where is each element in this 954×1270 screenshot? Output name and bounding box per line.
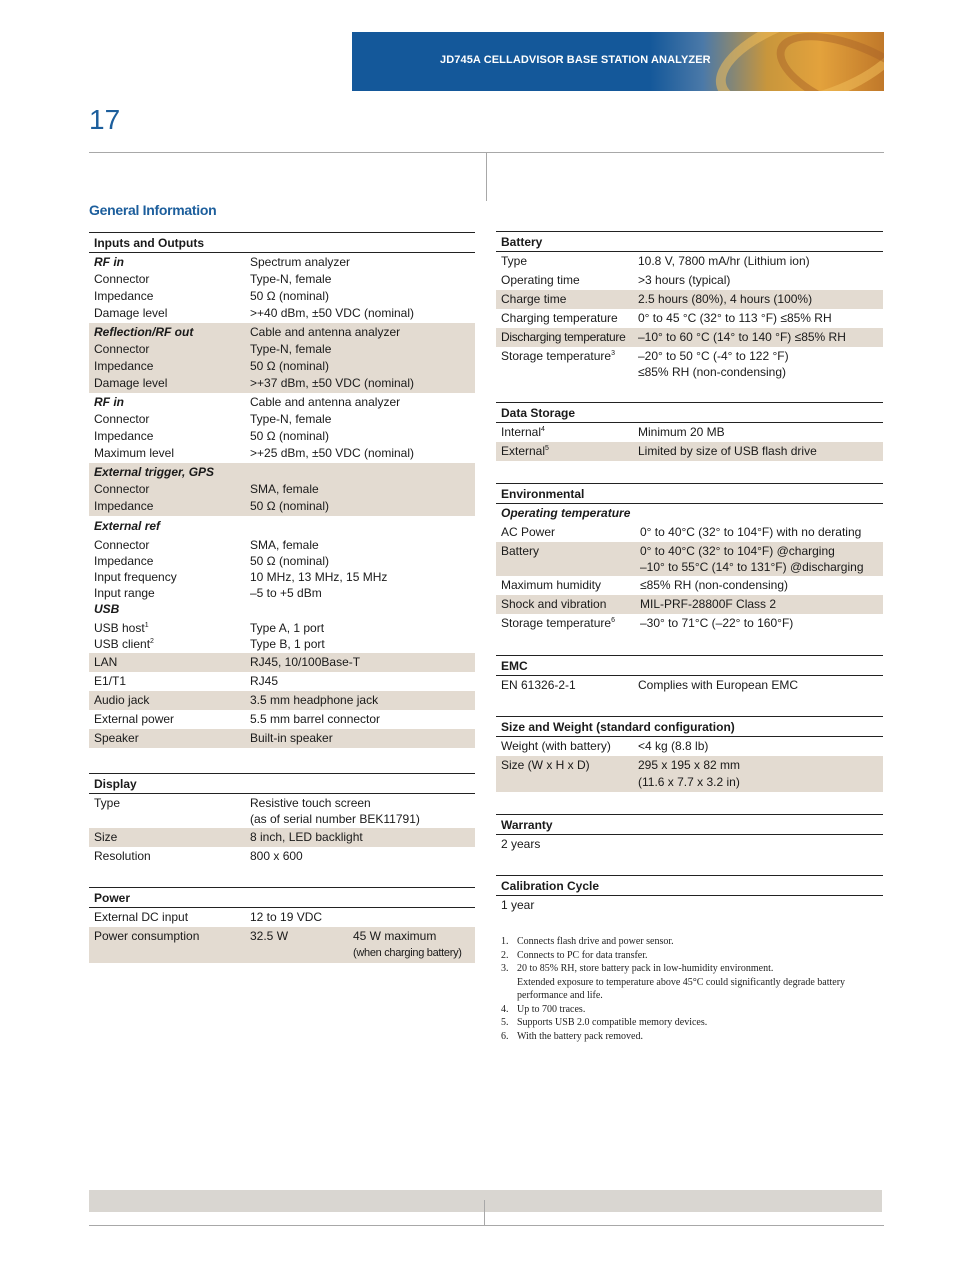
row-label: Operating time xyxy=(501,273,580,287)
table-row xyxy=(89,927,475,963)
row-label: External ref xyxy=(94,519,161,533)
row-value: Type A, 1 port xyxy=(250,621,325,635)
table-row xyxy=(89,516,475,653)
row-label: External trigger, GPS xyxy=(94,465,215,479)
row-value: 2.5 hours (80%), 4 hours (100%) xyxy=(638,292,813,306)
table-title: Battery xyxy=(496,231,883,252)
row-value: 0° to 40°C (32° to 104°F) @charging xyxy=(640,544,835,558)
row-value: Type-N, female xyxy=(250,272,332,286)
row-label: External power xyxy=(94,712,175,726)
row-label: Size xyxy=(94,830,118,844)
table-row xyxy=(89,253,475,323)
row-value: Cable and antenna analyzer xyxy=(250,325,401,339)
footer-bar xyxy=(89,1190,882,1212)
row-value: MIL-PRF-28800F Class 2 xyxy=(640,597,777,611)
row-label: Connector xyxy=(94,538,150,552)
row-label: Connector xyxy=(94,412,150,426)
footnote-ref: 5 xyxy=(545,445,549,452)
row-label: LAN xyxy=(94,655,118,669)
footnote-ref: 1 xyxy=(144,622,149,629)
row-label: Impedance xyxy=(94,429,154,443)
row-label: Operating temperature xyxy=(501,506,631,520)
table-row xyxy=(496,835,883,854)
page-number: 17 xyxy=(89,104,121,135)
table-row xyxy=(89,653,475,672)
row-label: Input range xyxy=(94,586,155,600)
row-value: SMA, female xyxy=(250,482,319,496)
row-value: 800 x 600 xyxy=(250,849,303,863)
row-value: (when charging battery) xyxy=(353,947,462,959)
table-row xyxy=(89,393,475,463)
footnote-ref: 2 xyxy=(150,638,154,645)
data-storage-table xyxy=(496,402,883,461)
row-value: –10° to 55°C (14° to 131°F) @discharging xyxy=(640,560,864,574)
table-title: Inputs and Outputs xyxy=(89,232,475,253)
table-row xyxy=(496,737,883,756)
row-value: –5 to +5 dBm xyxy=(250,586,322,600)
table-row xyxy=(496,290,883,309)
table-title: EMC xyxy=(496,655,883,676)
environmental-table xyxy=(496,483,883,633)
row-value: 2 years xyxy=(501,837,541,851)
row-value: 10 MHz, 13 MHz, 15 MHz xyxy=(250,570,388,584)
row-label: Connector xyxy=(94,272,150,286)
table-row xyxy=(496,328,883,347)
row-label: Weight (with battery) xyxy=(501,739,611,753)
display-table xyxy=(89,773,475,866)
row-label: Shock and vibration xyxy=(501,597,607,611)
row-value: –20° to 50 °C (-4° to 122 °F) xyxy=(638,349,789,363)
row-label: Reflection/RF out xyxy=(94,325,194,339)
row-label: Connector xyxy=(94,342,150,356)
row-value: >3 hours (typical) xyxy=(638,273,731,287)
table-row xyxy=(89,710,475,729)
calibration-table xyxy=(496,875,883,915)
table-row xyxy=(89,691,475,710)
row-label: Impedance xyxy=(94,499,154,513)
table-row xyxy=(89,794,475,828)
row-value: >+37 dBm, ±50 VDC (nominal) xyxy=(250,376,414,390)
table-row xyxy=(496,756,883,792)
row-label: Connector xyxy=(94,482,150,496)
row-value: 8 inch, LED backlight xyxy=(250,830,363,844)
row-value: 10.8 V, 7800 mA/hr (Lithium ion) xyxy=(638,254,810,268)
row-label: Input frequency xyxy=(94,570,177,584)
section-title: General Information xyxy=(89,202,217,218)
row-label: AC Power xyxy=(501,525,556,539)
table-row xyxy=(496,423,883,442)
table-row xyxy=(496,347,883,381)
table-row xyxy=(496,309,883,328)
row-value: Resistive touch screen xyxy=(250,796,371,810)
row-value: Complies with European EMC xyxy=(638,678,799,692)
table-row xyxy=(496,576,883,595)
table-row xyxy=(89,847,475,866)
divider xyxy=(486,153,487,201)
row-value: Type-N, female xyxy=(250,412,332,426)
row-value: Cable and antenna analyzer xyxy=(250,395,401,409)
row-value: Built-in speaker xyxy=(250,731,333,745)
row-value: Spectrum analyzer xyxy=(250,255,351,269)
row-value: 5.5 mm barrel connector xyxy=(250,712,381,726)
row-value: ≤85% RH (non-condensing) xyxy=(640,578,788,592)
table-row xyxy=(496,252,883,271)
row-value: 12 to 19 VDC xyxy=(250,910,323,924)
table-row xyxy=(89,729,475,748)
table-row xyxy=(496,271,883,290)
table-row xyxy=(496,523,883,542)
row-label: Maximum level xyxy=(94,446,175,460)
table-row xyxy=(89,463,475,516)
table-title: Power xyxy=(89,887,475,908)
row-label: Discharging temperature xyxy=(501,330,626,344)
footnote-ref: 6 xyxy=(611,617,615,624)
table-title: Warranty xyxy=(496,814,883,835)
row-label: Internal xyxy=(501,425,542,439)
row-value: 0° to 45 °C (32° to 113 °F) ≤85% RH xyxy=(638,311,832,325)
row-label: Damage level xyxy=(94,376,168,390)
row-value: 295 x 195 x 82 mm xyxy=(638,758,741,772)
table-row xyxy=(89,828,475,847)
table-title: Environmental xyxy=(496,483,883,504)
row-label: Size (W x H x D) xyxy=(501,758,590,772)
row-label: Impedance xyxy=(94,554,154,568)
row-value: Type-N, female xyxy=(250,342,332,356)
row-value: Type B, 1 port xyxy=(250,637,325,651)
footnote-ref: 3 xyxy=(611,350,615,357)
footnote: 4. Up to 700 traces. xyxy=(501,1003,586,1015)
table-row xyxy=(496,614,883,633)
row-value: 50 Ω (nominal) xyxy=(250,554,330,568)
battery-table xyxy=(496,231,883,381)
footnote: 6. With the battery pack removed. xyxy=(501,1030,643,1042)
row-label: Impedance xyxy=(94,289,154,303)
table-row xyxy=(496,542,883,576)
table-title: Calibration Cycle xyxy=(496,875,883,896)
row-label: Damage level xyxy=(94,306,168,320)
footnote: 2. Connects to PC for data transfer. xyxy=(501,949,648,961)
row-label: Impedance xyxy=(94,359,154,373)
row-value: 1 year xyxy=(501,898,535,912)
table-title: Data Storage xyxy=(496,402,883,423)
row-value: >+25 dBm, ±50 VDC (nominal) xyxy=(250,446,414,460)
table-row xyxy=(89,323,475,393)
warranty-table xyxy=(496,814,883,854)
table-row xyxy=(496,896,883,915)
table-row xyxy=(89,908,475,927)
table-title: Display xyxy=(89,773,475,794)
row-value: (as of serial number BEK11791) xyxy=(250,812,420,826)
footnote: 5. Supports USB 2.0 compatible memory devices. xyxy=(501,1017,708,1028)
row-value: –10° to 60 °C (14° to 140 °F) ≤85% RH xyxy=(638,330,846,344)
row-label: Storage temperature xyxy=(501,349,612,363)
row-value: –30° to 71°C (–22° to 160°F) xyxy=(640,616,794,630)
row-label: Charging temperature xyxy=(501,311,618,325)
row-value: RJ45, 10/100Base-T xyxy=(250,655,361,669)
table-title: Size and Weight (standard configuration) xyxy=(496,716,883,737)
power-table xyxy=(89,887,475,963)
row-value: 50 Ω (nominal) xyxy=(250,499,330,513)
table-row xyxy=(496,676,883,695)
row-label: Maximum humidity xyxy=(501,578,602,592)
divider xyxy=(484,1200,485,1225)
row-label: Resolution xyxy=(94,849,151,863)
footnote-ref: 4 xyxy=(541,426,545,433)
emc-table xyxy=(496,655,883,695)
table-row xyxy=(496,595,883,614)
row-label: Type xyxy=(501,254,528,268)
row-label: E1/T1 xyxy=(94,674,127,688)
footnote: 1. Connects flash drive and power sensor. xyxy=(501,936,674,947)
row-label: Storage temperature xyxy=(501,616,612,630)
row-label: EN 61326-2-1 xyxy=(501,678,576,692)
row-value: 3.5 mm headphone jack xyxy=(250,693,379,707)
row-label: USB xyxy=(94,602,120,616)
row-label: RF in xyxy=(94,255,124,269)
row-value: 50 Ω (nominal) xyxy=(250,289,330,303)
row-label: USB host xyxy=(94,621,145,635)
row-value: ≤85% RH (non-condensing) xyxy=(638,365,786,379)
header-banner xyxy=(352,32,884,91)
header-title: JD745A CELLADVISOR BASE STATION ANALYZER xyxy=(440,54,711,66)
row-label: Power consumption xyxy=(94,929,200,943)
row-value: 50 Ω (nominal) xyxy=(250,359,330,373)
row-label: USB client xyxy=(94,637,151,651)
row-value: SMA, female xyxy=(250,538,319,552)
table-row xyxy=(496,442,883,461)
row-label: RF in xyxy=(94,395,124,409)
inputs-outputs-table xyxy=(89,232,475,748)
row-label: Battery xyxy=(501,544,540,558)
row-label: Audio jack xyxy=(94,693,150,707)
row-value: <4 kg (8.8 lb) xyxy=(638,739,709,753)
table-row xyxy=(496,504,883,523)
row-value: 50 Ω (nominal) xyxy=(250,429,330,443)
divider xyxy=(89,1225,884,1226)
row-label: Type xyxy=(94,796,121,810)
row-value: 45 W maximum xyxy=(353,929,437,943)
row-value: RJ45 xyxy=(250,674,279,688)
row-value: Limited by size of USB flash drive xyxy=(638,444,817,458)
row-label: Speaker xyxy=(94,731,139,745)
size-weight-table xyxy=(496,716,883,792)
table-row xyxy=(89,672,475,691)
row-label: External xyxy=(501,444,546,458)
row-value: (11.6 x 7.7 x 3.2 in) xyxy=(638,775,740,789)
footnote: 3. 20 to 85% RH, store battery pack in low-humidity environment. Extended exposure to temperature above 45°C could significantly degrade battery performance and life. xyxy=(501,963,846,1001)
row-value: >+40 dBm, ±50 VDC (nominal) xyxy=(250,306,414,320)
row-label: Charge time xyxy=(501,292,567,306)
row-label: External DC input xyxy=(94,910,189,924)
row-value: 0° to 40°C (32° to 104°F) with no derating xyxy=(640,525,862,539)
row-value: 32.5 W xyxy=(250,929,289,943)
footnotes xyxy=(501,935,883,1043)
row-value: Minimum 20 MB xyxy=(638,425,725,439)
